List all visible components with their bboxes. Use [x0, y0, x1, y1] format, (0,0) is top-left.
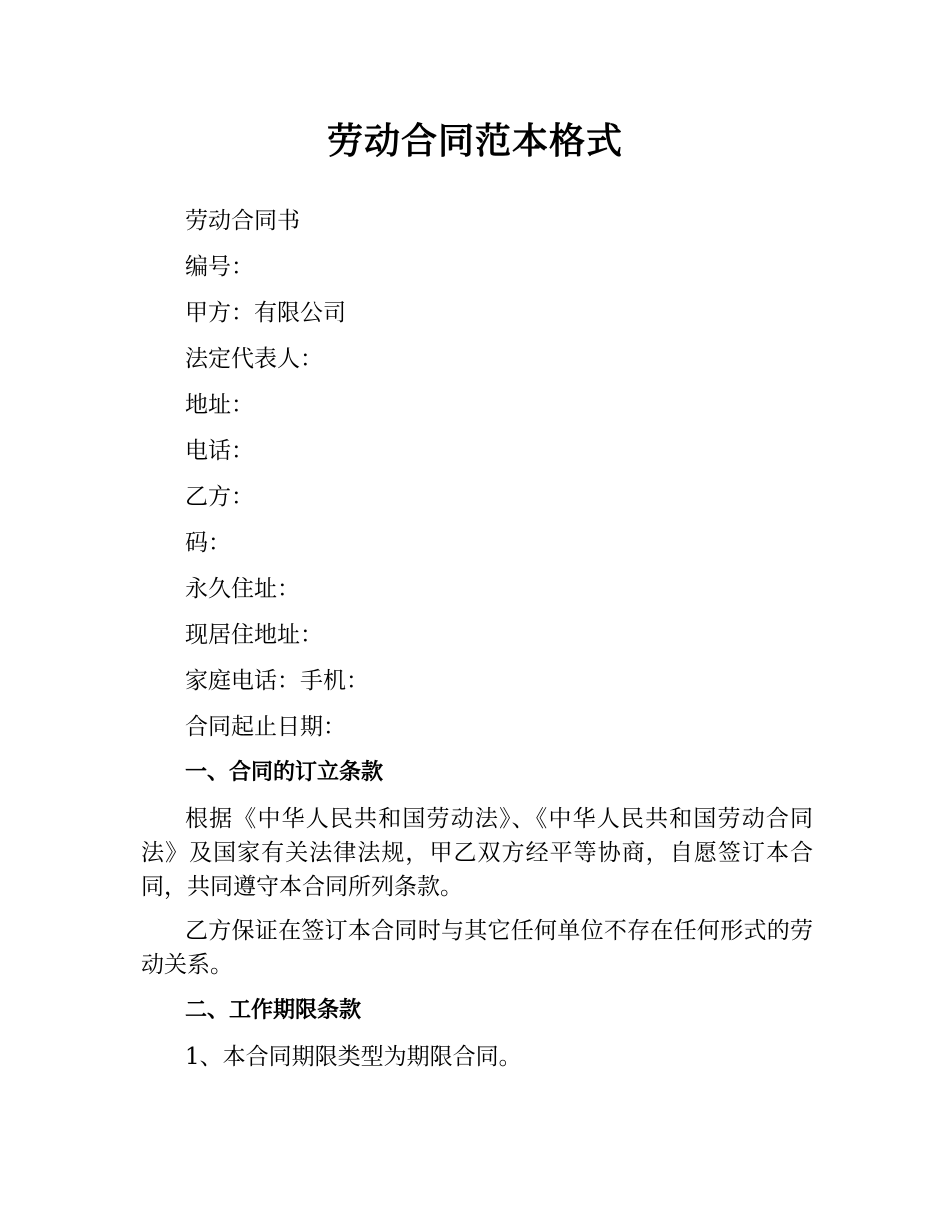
section2-item: 1、本合同期限类型为期限合同。 [185, 1044, 522, 1070]
field-party-b: 乙方： [185, 484, 254, 510]
section1-paragraph: 乙方保证在签订本合同时与其它任何单位不存在任何形式的劳动关系。 [141, 918, 813, 978]
field-home-phone-mobile: 家庭电话：手机： [185, 668, 369, 694]
section-heading-contract-terms: 一、合同的订立条款 [185, 760, 384, 785]
field-contract-book: 劳动合同书 [185, 208, 300, 234]
document-body [141, 198, 813, 1080]
field-code: 码： [185, 530, 231, 556]
field-permanent-address: 永久住址： [185, 576, 300, 602]
field-contract-dates: 合同起止日期： [185, 714, 346, 740]
field-party-a: 甲方：有限公司 [185, 300, 346, 326]
field-number: 编号： [185, 254, 254, 280]
field-address: 地址： [185, 392, 254, 418]
field-current-address: 现居住地址： [185, 622, 323, 648]
section-heading-work-period: 二、工作期限条款 [185, 998, 362, 1023]
field-phone: 电话： [185, 438, 254, 464]
section1-paragraph: 根据《中华人民共和国劳动法》、《中华人民共和国劳动合同法》及国家有关法律法规，甲乙双方经平等协商，自愿签订本合同，共同遵守本合同所列条款。 [141, 806, 813, 900]
document-title: 劳动合同范本格式 [326, 121, 623, 162]
field-legal-representative: 法定代表人： [185, 346, 323, 372]
